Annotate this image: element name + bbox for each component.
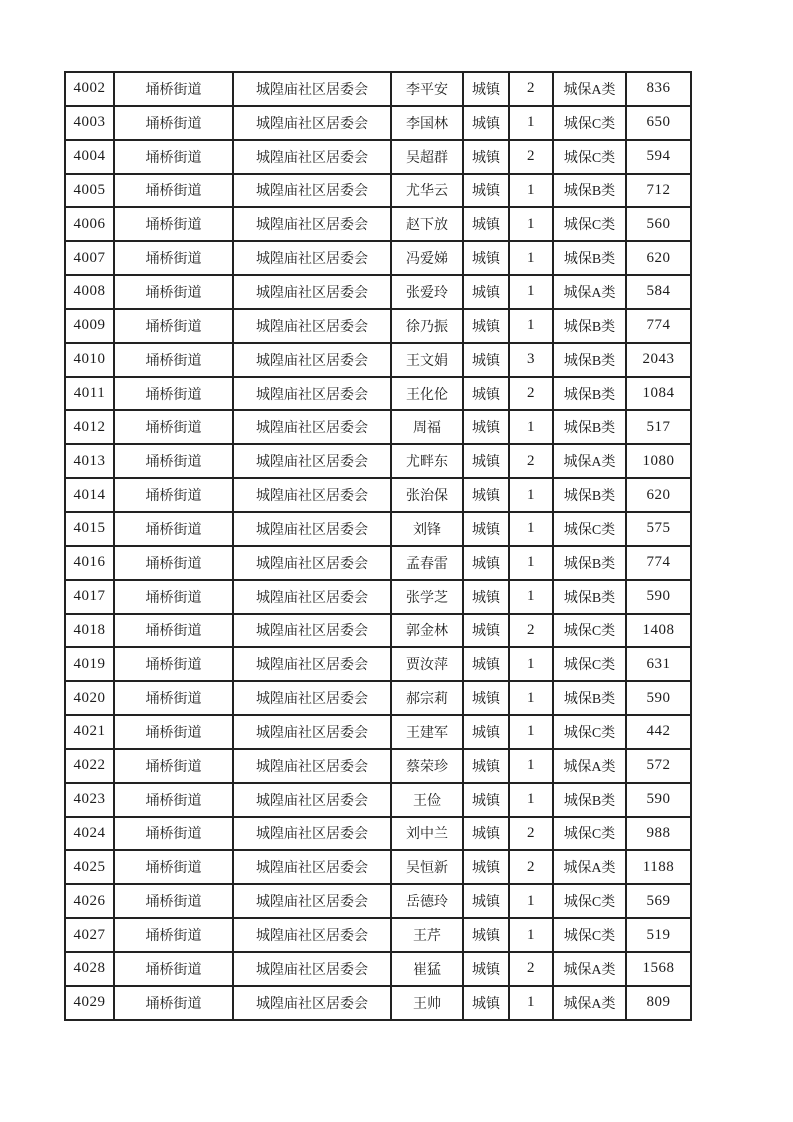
cell-count: 3 [509, 343, 553, 377]
cell-name: 尤华云 [391, 174, 463, 208]
cell-count: 1 [509, 715, 553, 749]
cell-count: 1 [509, 207, 553, 241]
cell-name: 郝宗莉 [391, 681, 463, 715]
cell-community: 城隍庙社区居委会 [233, 207, 391, 241]
cell-id: 4002 [65, 72, 114, 106]
table-row [65, 309, 691, 343]
cell-count: 1 [509, 681, 553, 715]
cell-category: 城保C类 [553, 647, 626, 681]
cell-id: 4016 [65, 546, 114, 580]
table-row [65, 918, 691, 952]
cell-count: 2 [509, 72, 553, 106]
cell-amount: 517 [626, 410, 691, 444]
cell-amount: 620 [626, 478, 691, 512]
cell-residence: 城镇 [463, 309, 509, 343]
cell-category: 城保A类 [553, 72, 626, 106]
cell-name: 徐乃振 [391, 309, 463, 343]
cell-name: 王化伦 [391, 377, 463, 411]
cell-amount: 594 [626, 140, 691, 174]
cell-amount: 584 [626, 275, 691, 309]
cell-street: 埇桥街道 [114, 715, 233, 749]
cell-name: 王文娟 [391, 343, 463, 377]
cell-count: 1 [509, 783, 553, 817]
benefits-roster-table [64, 71, 692, 1021]
cell-name: 岳德玲 [391, 884, 463, 918]
cell-street: 埇桥街道 [114, 783, 233, 817]
cell-community: 城隍庙社区居委会 [233, 72, 391, 106]
table-row [65, 986, 691, 1020]
cell-residence: 城镇 [463, 986, 509, 1020]
cell-category: 城保B类 [553, 478, 626, 512]
cell-street: 埇桥街道 [114, 241, 233, 275]
cell-amount: 650 [626, 106, 691, 140]
table-row [65, 275, 691, 309]
cell-community: 城隍庙社区居委会 [233, 546, 391, 580]
cell-id: 4009 [65, 309, 114, 343]
cell-amount: 1188 [626, 850, 691, 884]
cell-amount: 572 [626, 749, 691, 783]
cell-name: 刘中兰 [391, 817, 463, 851]
cell-count: 1 [509, 241, 553, 275]
cell-community: 城隍庙社区居委会 [233, 681, 391, 715]
table-row [65, 884, 691, 918]
cell-category: 城保C类 [553, 817, 626, 851]
cell-amount: 442 [626, 715, 691, 749]
cell-id: 4023 [65, 783, 114, 817]
table-row [65, 715, 691, 749]
cell-name: 蔡荣珍 [391, 749, 463, 783]
cell-amount: 774 [626, 546, 691, 580]
cell-street: 埇桥街道 [114, 275, 233, 309]
cell-count: 1 [509, 884, 553, 918]
cell-id: 4018 [65, 614, 114, 648]
cell-id: 4008 [65, 275, 114, 309]
table-row [65, 444, 691, 478]
table-row [65, 174, 691, 208]
cell-category: 城保C类 [553, 106, 626, 140]
cell-category: 城保C类 [553, 918, 626, 952]
cell-id: 4025 [65, 850, 114, 884]
cell-community: 城隍庙社区居委会 [233, 343, 391, 377]
table-row [65, 377, 691, 411]
cell-category: 城保A类 [553, 986, 626, 1020]
table-row [65, 783, 691, 817]
cell-street: 埇桥街道 [114, 817, 233, 851]
cell-residence: 城镇 [463, 580, 509, 614]
cell-residence: 城镇 [463, 377, 509, 411]
cell-street: 埇桥街道 [114, 749, 233, 783]
cell-street: 埇桥街道 [114, 884, 233, 918]
cell-amount: 836 [626, 72, 691, 106]
cell-amount: 560 [626, 207, 691, 241]
cell-community: 城隍庙社区居委会 [233, 140, 391, 174]
cell-id: 4013 [65, 444, 114, 478]
table-row [65, 410, 691, 444]
cell-count: 1 [509, 986, 553, 1020]
cell-id: 4005 [65, 174, 114, 208]
table-row [65, 817, 691, 851]
cell-count: 2 [509, 817, 553, 851]
cell-id: 4020 [65, 681, 114, 715]
cell-community: 城隍庙社区居委会 [233, 478, 391, 512]
cell-amount: 1080 [626, 444, 691, 478]
cell-count: 1 [509, 647, 553, 681]
cell-count: 2 [509, 614, 553, 648]
cell-community: 城隍庙社区居委会 [233, 952, 391, 986]
cell-count: 2 [509, 140, 553, 174]
cell-community: 城隍庙社区居委会 [233, 275, 391, 309]
cell-street: 埇桥街道 [114, 309, 233, 343]
cell-name: 尤畔东 [391, 444, 463, 478]
cell-amount: 590 [626, 580, 691, 614]
table-row [65, 140, 691, 174]
cell-residence: 城镇 [463, 174, 509, 208]
table-row [65, 850, 691, 884]
table-row [65, 106, 691, 140]
cell-street: 埇桥街道 [114, 681, 233, 715]
cell-category: 城保C类 [553, 884, 626, 918]
cell-count: 1 [509, 275, 553, 309]
cell-residence: 城镇 [463, 444, 509, 478]
cell-category: 城保B类 [553, 783, 626, 817]
cell-category: 城保B类 [553, 309, 626, 343]
cell-residence: 城镇 [463, 884, 509, 918]
cell-name: 王芹 [391, 918, 463, 952]
cell-street: 埇桥街道 [114, 918, 233, 952]
cell-residence: 城镇 [463, 410, 509, 444]
cell-community: 城隍庙社区居委会 [233, 377, 391, 411]
cell-category: 城保A类 [553, 444, 626, 478]
cell-category: 城保C类 [553, 512, 626, 546]
cell-residence: 城镇 [463, 749, 509, 783]
cell-street: 埇桥街道 [114, 410, 233, 444]
cell-residence: 城镇 [463, 72, 509, 106]
cell-residence: 城镇 [463, 343, 509, 377]
cell-street: 埇桥街道 [114, 478, 233, 512]
cell-count: 2 [509, 952, 553, 986]
cell-street: 埇桥街道 [114, 174, 233, 208]
cell-id: 4006 [65, 207, 114, 241]
cell-id: 4017 [65, 580, 114, 614]
cell-street: 埇桥街道 [114, 106, 233, 140]
cell-street: 埇桥街道 [114, 850, 233, 884]
cell-amount: 1084 [626, 377, 691, 411]
cell-id: 4010 [65, 343, 114, 377]
cell-name: 张爱玲 [391, 275, 463, 309]
cell-street: 埇桥街道 [114, 952, 233, 986]
cell-name: 张治保 [391, 478, 463, 512]
cell-id: 4024 [65, 817, 114, 851]
cell-street: 埇桥街道 [114, 546, 233, 580]
cell-street: 埇桥街道 [114, 343, 233, 377]
cell-name: 周福 [391, 410, 463, 444]
cell-community: 城隍庙社区居委会 [233, 749, 391, 783]
cell-residence: 城镇 [463, 546, 509, 580]
cell-name: 李平安 [391, 72, 463, 106]
cell-street: 埇桥街道 [114, 140, 233, 174]
table-row [65, 580, 691, 614]
cell-amount: 809 [626, 986, 691, 1020]
cell-category: 城保C类 [553, 207, 626, 241]
table-row [65, 512, 691, 546]
cell-community: 城隍庙社区居委会 [233, 986, 391, 1020]
cell-amount: 590 [626, 783, 691, 817]
cell-name: 张学芝 [391, 580, 463, 614]
cell-community: 城隍庙社区居委会 [233, 614, 391, 648]
cell-name: 贾汝萍 [391, 647, 463, 681]
cell-count: 1 [509, 512, 553, 546]
table-row [65, 749, 691, 783]
cell-count: 2 [509, 850, 553, 884]
cell-residence: 城镇 [463, 817, 509, 851]
cell-residence: 城镇 [463, 275, 509, 309]
cell-residence: 城镇 [463, 952, 509, 986]
cell-count: 1 [509, 309, 553, 343]
cell-name: 王帅 [391, 986, 463, 1020]
cell-residence: 城镇 [463, 140, 509, 174]
cell-community: 城隍庙社区居委会 [233, 410, 391, 444]
cell-street: 埇桥街道 [114, 580, 233, 614]
cell-count: 1 [509, 749, 553, 783]
cell-id: 4011 [65, 377, 114, 411]
cell-id: 4029 [65, 986, 114, 1020]
cell-residence: 城镇 [463, 614, 509, 648]
cell-category: 城保B类 [553, 410, 626, 444]
cell-count: 1 [509, 106, 553, 140]
cell-street: 埇桥街道 [114, 444, 233, 478]
cell-street: 埇桥街道 [114, 986, 233, 1020]
cell-street: 埇桥街道 [114, 614, 233, 648]
cell-community: 城隍庙社区居委会 [233, 512, 391, 546]
cell-street: 埇桥街道 [114, 377, 233, 411]
cell-name: 王俭 [391, 783, 463, 817]
cell-residence: 城镇 [463, 715, 509, 749]
cell-residence: 城镇 [463, 681, 509, 715]
cell-amount: 575 [626, 512, 691, 546]
table-row [65, 241, 691, 275]
cell-community: 城隍庙社区居委会 [233, 918, 391, 952]
cell-community: 城隍庙社区居委会 [233, 850, 391, 884]
cell-community: 城隍庙社区居委会 [233, 309, 391, 343]
cell-category: 城保B类 [553, 377, 626, 411]
cell-community: 城隍庙社区居委会 [233, 647, 391, 681]
table-row [65, 343, 691, 377]
table-body [65, 72, 691, 1020]
cell-count: 1 [509, 174, 553, 208]
cell-name: 李国林 [391, 106, 463, 140]
cell-category: 城保B类 [553, 343, 626, 377]
cell-name: 吴超群 [391, 140, 463, 174]
cell-category: 城保B类 [553, 580, 626, 614]
cell-amount: 519 [626, 918, 691, 952]
cell-category: 城保A类 [553, 275, 626, 309]
cell-amount: 569 [626, 884, 691, 918]
cell-name: 孟春雷 [391, 546, 463, 580]
cell-amount: 1568 [626, 952, 691, 986]
cell-community: 城隍庙社区居委会 [233, 174, 391, 208]
cell-id: 4003 [65, 106, 114, 140]
cell-id: 4026 [65, 884, 114, 918]
table-row [65, 72, 691, 106]
cell-id: 4019 [65, 647, 114, 681]
cell-residence: 城镇 [463, 106, 509, 140]
cell-community: 城隍庙社区居委会 [233, 817, 391, 851]
cell-category: 城保C类 [553, 140, 626, 174]
cell-category: 城保A类 [553, 952, 626, 986]
cell-community: 城隍庙社区居委会 [233, 444, 391, 478]
cell-id: 4012 [65, 410, 114, 444]
cell-residence: 城镇 [463, 783, 509, 817]
cell-count: 2 [509, 377, 553, 411]
cell-category: 城保B类 [553, 681, 626, 715]
cell-street: 埇桥街道 [114, 512, 233, 546]
cell-category: 城保B类 [553, 241, 626, 275]
cell-id: 4028 [65, 952, 114, 986]
cell-residence: 城镇 [463, 850, 509, 884]
cell-category: 城保C类 [553, 715, 626, 749]
cell-amount: 1408 [626, 614, 691, 648]
cell-id: 4022 [65, 749, 114, 783]
cell-id: 4027 [65, 918, 114, 952]
cell-residence: 城镇 [463, 918, 509, 952]
cell-street: 埇桥街道 [114, 207, 233, 241]
table-row [65, 546, 691, 580]
cell-name: 郭金林 [391, 614, 463, 648]
cell-id: 4021 [65, 715, 114, 749]
cell-amount: 712 [626, 174, 691, 208]
cell-id: 4004 [65, 140, 114, 174]
cell-count: 1 [509, 546, 553, 580]
cell-street: 埇桥街道 [114, 647, 233, 681]
cell-amount: 620 [626, 241, 691, 275]
cell-amount: 631 [626, 647, 691, 681]
cell-count: 1 [509, 580, 553, 614]
table-row [65, 614, 691, 648]
cell-category: 城保A类 [553, 850, 626, 884]
table-row [65, 681, 691, 715]
cell-amount: 774 [626, 309, 691, 343]
cell-name: 吴恒新 [391, 850, 463, 884]
table-row [65, 478, 691, 512]
cell-name: 赵下放 [391, 207, 463, 241]
cell-id: 4015 [65, 512, 114, 546]
cell-name: 王建军 [391, 715, 463, 749]
cell-amount: 988 [626, 817, 691, 851]
cell-community: 城隍庙社区居委会 [233, 884, 391, 918]
cell-category: 城保A类 [553, 749, 626, 783]
cell-residence: 城镇 [463, 647, 509, 681]
cell-community: 城隍庙社区居委会 [233, 783, 391, 817]
cell-category: 城保B类 [553, 174, 626, 208]
cell-community: 城隍庙社区居委会 [233, 106, 391, 140]
cell-residence: 城镇 [463, 207, 509, 241]
cell-name: 刘锋 [391, 512, 463, 546]
cell-amount: 590 [626, 681, 691, 715]
table-row [65, 647, 691, 681]
cell-residence: 城镇 [463, 512, 509, 546]
cell-count: 1 [509, 478, 553, 512]
cell-category: 城保B类 [553, 546, 626, 580]
cell-id: 4014 [65, 478, 114, 512]
cell-count: 2 [509, 444, 553, 478]
cell-name: 冯爱娣 [391, 241, 463, 275]
cell-residence: 城镇 [463, 241, 509, 275]
table-row [65, 207, 691, 241]
cell-id: 4007 [65, 241, 114, 275]
cell-name: 崔猛 [391, 952, 463, 986]
cell-street: 埇桥街道 [114, 72, 233, 106]
cell-amount: 2043 [626, 343, 691, 377]
cell-community: 城隍庙社区居委会 [233, 241, 391, 275]
cell-residence: 城镇 [463, 478, 509, 512]
table-row [65, 952, 691, 986]
cell-count: 1 [509, 918, 553, 952]
cell-count: 1 [509, 410, 553, 444]
cell-community: 城隍庙社区居委会 [233, 580, 391, 614]
cell-community: 城隍庙社区居委会 [233, 715, 391, 749]
cell-category: 城保C类 [553, 614, 626, 648]
